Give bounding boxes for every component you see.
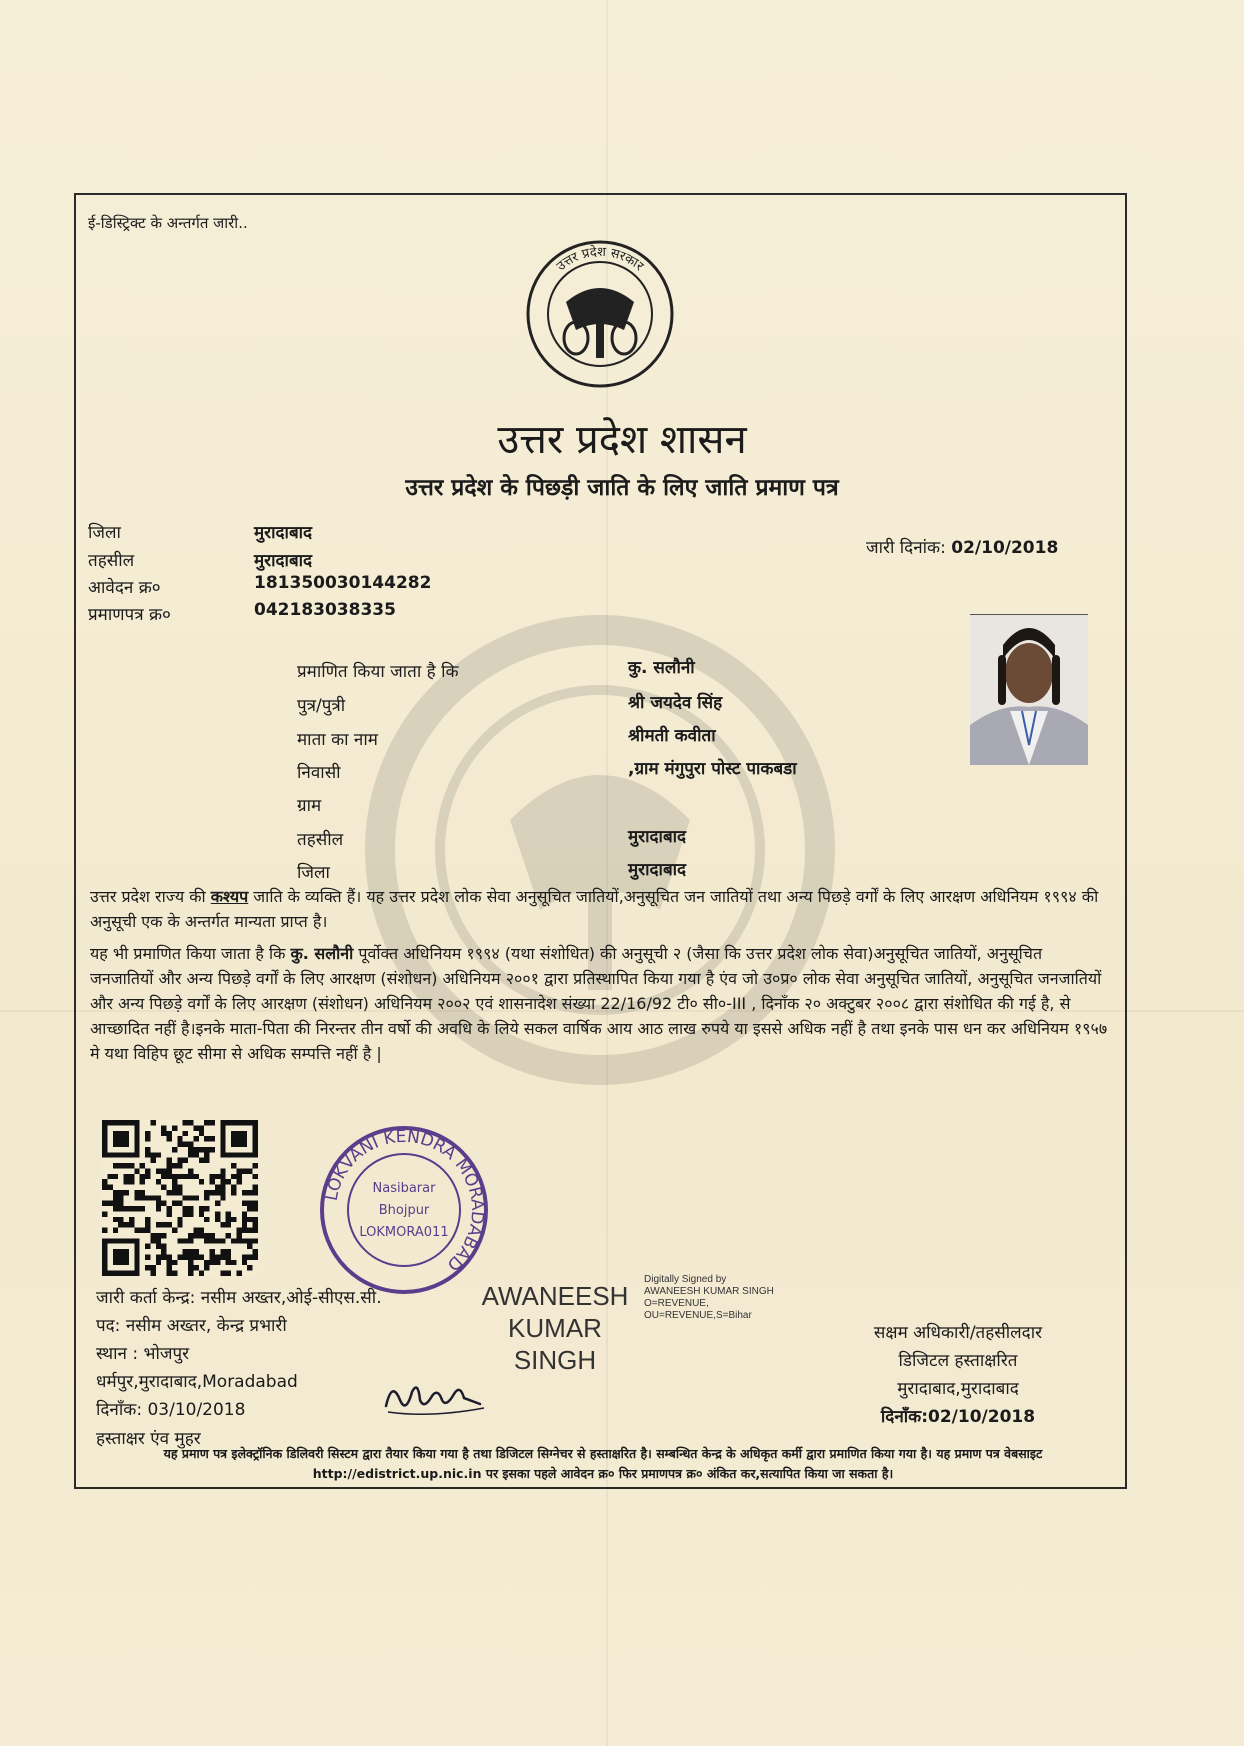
certificate-subtitle: उत्तर प्रदेश के पिछड़ी जाति के लिए जाति प्रमाण पत्र bbox=[405, 475, 839, 501]
officer-location: मुरादाबाद,मुरादाबाद bbox=[897, 1379, 1019, 1399]
officer-date: दिनाँक:02/10/2018 bbox=[880, 1407, 1036, 1427]
qr-code bbox=[100, 1120, 260, 1276]
statement-applicant-name: कु. सलौनी bbox=[290, 944, 354, 963]
resident-label: निवासी bbox=[297, 763, 341, 783]
stamp-line-3: LOKMORA011 bbox=[359, 1225, 449, 1240]
digital-signer-name: AWANEESH KUMAR SINGH bbox=[481, 1281, 629, 1375]
field-tehsil-value: मुरादाबाद bbox=[628, 827, 687, 847]
stamp-line-1: Nasibarar bbox=[372, 1181, 436, 1196]
income-statement: यह भी प्रमाणित किया जाता है कि कु. सलौनी पूर्वोक्त अधिनियम १९९४ (यथा संशोधित) की अनुसूची २ (जैसा कि उत्तर प्रदेश लोक सेवा)अनुसूचित जातियों, अनुसूचित जनजातियों और अन्य पिछड़े वर्गों के लिए आरक्षण (संशोधन) अधिनियम २००१ द्वारा प्रतिस्थापित किया गया है एंव जो उ०प्र० लोक सेवा अनुसूचित जातियों, अनुसूचित जनजातियों और अन्य पिछड़े वर्गों के लिए आरक्षण (संशोधन) अधिनियम २००२ एवं शासनादेश संख्या 22/16/92 टी० सी०-III , दिनाँक २० अक्टुबर २००८ द्वारा संशोधित की गई है, से आच्छादित नहीं है।इनके माता-पिता की निरन्तर तीन वर्षो की अवधि के लिये सकल वार्षिक आय आठ लाख रुपये या इससे अधिक नहीं है तथा इनके पास धन कर अधिनियम १९५७ मे यथा विहिप छूट सीमा से अधिक सम्पत्ति नहीं है | bbox=[90, 944, 1108, 1063]
certified-that-label: प्रमाणित किया जाता है कि bbox=[297, 662, 459, 682]
mother-name-label: माता का नाम bbox=[297, 730, 378, 750]
field-district-label: जिला bbox=[297, 863, 330, 883]
mother-name: श्रीमती कवीता bbox=[628, 726, 716, 746]
resident-value: ,ग्राम मंगुपुरा पोस्ट पाकबडा bbox=[628, 759, 797, 779]
stamp-ring-text: LOKVANI KENDRA MORADABAD bbox=[321, 1126, 488, 1275]
page-title: उत्तर प्रदेश शासन bbox=[497, 417, 747, 463]
son-daughter-label: पुत्र/पुत्री bbox=[297, 696, 346, 716]
issuer-post: पद: नसीम अख्तर, केन्द्र प्रभारी bbox=[96, 1316, 287, 1336]
digitally-signed-label: डिजिटल हस्ताक्षरित bbox=[898, 1351, 1018, 1371]
certificate-no-value: 042183038335 bbox=[254, 600, 396, 620]
district-value: मुरादाबाद bbox=[254, 523, 313, 543]
competent-officer: सक्षम अधिकारी/तहसीलदार bbox=[873, 1323, 1043, 1343]
up-government-emblem bbox=[524, 238, 676, 390]
field-district-value: मुरादाबाद bbox=[628, 860, 687, 880]
father-name: श्री जयदेव सिंह bbox=[628, 693, 723, 713]
caste-statement: उत्तर प्रदेश राज्य की कश्यप जाति के व्यक्ति हैं। यह उत्तर प्रदेश लोक सेवा अनुसूचित जातियों,अनुसूचित जन जातियों तथा अन्य पिछड़े वर्गों के लिए आरक्षण अधिनियम १९९४ की अनुसूची एक के अन्तर्गत मान्यता प्राप्त है। bbox=[90, 887, 1099, 931]
issuer-date: दिनाँक: 03/10/2018 bbox=[96, 1400, 246, 1420]
digital-signature-detail: Digitally Signed by AWANEESH KUMAR SINGH O=REVENUE, OU=REVENUE,S=Bihar bbox=[644, 1274, 774, 1321]
issue-date bbox=[866, 535, 1058, 558]
village-label: ग्राम bbox=[297, 796, 322, 816]
applicant-name: कु. सलौनी bbox=[628, 658, 695, 678]
stamp-line-2: Bhojpur bbox=[378, 1203, 430, 1218]
issuer-place: स्थान : भोजपुर bbox=[96, 1344, 190, 1364]
applicant-photo bbox=[970, 614, 1088, 765]
issue-date-value: 02/10/2018 bbox=[951, 538, 1059, 558]
issued-under-note: ई-डिस्ट्रिक्ट के अन्तर्गत जारी.. bbox=[88, 214, 248, 232]
caste-name: कश्यप bbox=[210, 887, 249, 906]
certificate-no-label: प्रमाणपत्र क्र० bbox=[88, 605, 171, 625]
verification-note: यह प्रमाण पत्र इलेक्ट्रॉनिक डिलिवरी सिस्टम द्वारा तैयार किया गया है तथा डिजिटल सिग्नेचर से हस्ताक्षरित है। सम्बन्धित केन्द्र के अधिकृत कर्मी द्वारा प्रमाणित किया गया है। यह प्रमाण पत्र वेबसाइट http://edistrict.up.nic.in पर इसका पहले आवेदन क्र० फिर प्रमाणपत्र क्र० अंकित कर,सत्यापित किया जा सकता है। bbox=[163, 1446, 1043, 1481]
application-no-value: 181350030144282 bbox=[254, 573, 432, 593]
issue-date-label: जारी दिनांक: bbox=[866, 538, 946, 558]
emblem-text: उत्तर प्रदेश सरकार bbox=[553, 244, 647, 275]
issuing-center: जारी कर्ता केन्द्र: नसीम अख्तर,ओई-सीएस.सी. bbox=[96, 1288, 382, 1308]
office-stamp bbox=[316, 1122, 492, 1298]
signature-and-seal-label: हस्ताक्षर एंव मुहर bbox=[96, 1429, 201, 1449]
tehsil-label: तहसील bbox=[88, 551, 135, 571]
field-tehsil-label: तहसील bbox=[297, 830, 344, 850]
tehsil-value: मुरादाबाद bbox=[254, 551, 313, 571]
district-label: जिला bbox=[88, 523, 121, 543]
application-no-label: आवेदन क्र० bbox=[88, 578, 161, 598]
issuer-address: धर्मपुर,मुरादाबाद,Moradabad bbox=[96, 1372, 298, 1392]
handwritten-signature bbox=[380, 1370, 490, 1420]
